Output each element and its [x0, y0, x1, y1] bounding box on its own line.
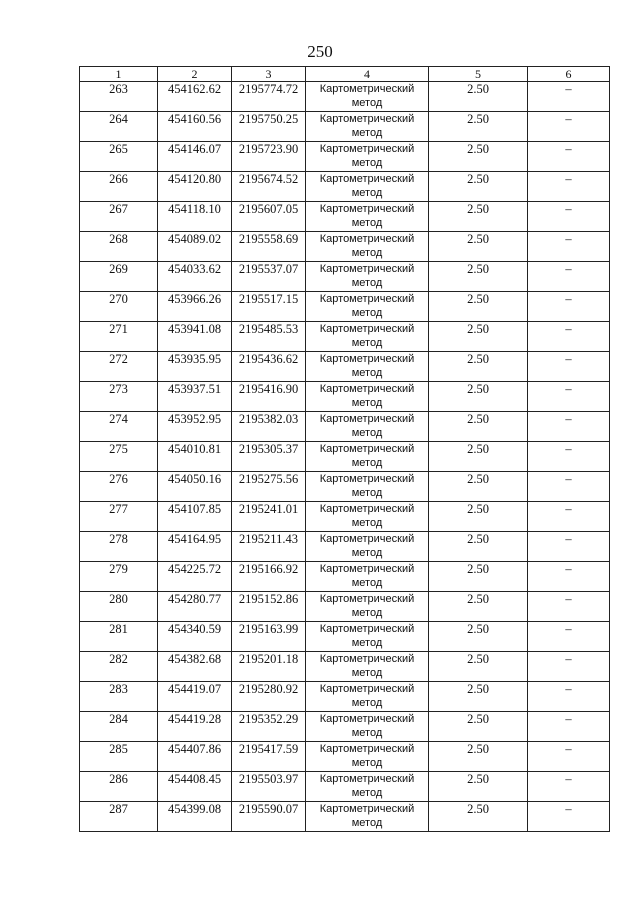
- y-coordinate-cell: 2195485.53: [232, 322, 306, 352]
- y-coordinate-cell: 2195352.29: [232, 712, 306, 742]
- column-header-5: 5: [429, 67, 528, 82]
- method-cell: [306, 562, 429, 592]
- table-row: [80, 382, 610, 412]
- accuracy-cell: 2.50: [429, 172, 528, 202]
- method-cell: [306, 322, 429, 352]
- point-number-cell: 265: [80, 142, 158, 172]
- table-row: [80, 352, 610, 382]
- method-cell: [306, 82, 429, 112]
- point-number-cell: 273: [80, 382, 158, 412]
- method-line-2: метод: [351, 127, 383, 139]
- note-cell: –: [528, 382, 610, 412]
- x-coordinate-cell: 454225.72: [158, 562, 232, 592]
- note-cell: –: [528, 232, 610, 262]
- note-cell: –: [528, 172, 610, 202]
- method-line-2: метод: [351, 337, 383, 349]
- x-coordinate-cell: 454419.07: [158, 682, 232, 712]
- accuracy-cell: 2.50: [429, 592, 528, 622]
- method-line-2: метод: [351, 427, 383, 439]
- table-header: [80, 67, 610, 82]
- x-coordinate-cell: 454050.16: [158, 472, 232, 502]
- column-header-2: 2: [158, 67, 232, 82]
- method-line-2: метод: [351, 787, 383, 799]
- method-line-2: метод: [351, 637, 383, 649]
- y-coordinate-cell: 2195537.07: [232, 262, 306, 292]
- y-coordinate-cell: 2195607.05: [232, 202, 306, 232]
- method-line-1: Картометрический: [319, 743, 415, 755]
- method-cell: [306, 682, 429, 712]
- table-row: [80, 772, 610, 802]
- table-row: [80, 142, 610, 172]
- method-line-1: Картометрический: [319, 383, 415, 395]
- method-line-2: метод: [351, 367, 383, 379]
- note-cell: –: [528, 562, 610, 592]
- y-coordinate-cell: 2195280.92: [232, 682, 306, 712]
- accuracy-cell: 2.50: [429, 502, 528, 532]
- point-number-cell: 263: [80, 82, 158, 112]
- accuracy-cell: 2.50: [429, 82, 528, 112]
- method-line-1: Картометрический: [319, 533, 415, 545]
- page-number: 250: [307, 42, 333, 61]
- y-coordinate-cell: 2195152.86: [232, 592, 306, 622]
- table-row: [80, 682, 610, 712]
- y-coordinate-cell: 2195163.99: [232, 622, 306, 652]
- point-number-cell: 282: [80, 652, 158, 682]
- accuracy-cell: 2.50: [429, 802, 528, 832]
- point-number-cell: 272: [80, 352, 158, 382]
- table-row: [80, 712, 610, 742]
- x-coordinate-cell: 454120.80: [158, 172, 232, 202]
- x-coordinate-cell: 454160.56: [158, 112, 232, 142]
- method-line-2: метод: [351, 457, 383, 469]
- method-cell: [306, 472, 429, 502]
- accuracy-cell: 2.50: [429, 202, 528, 232]
- point-number-cell: 264: [80, 112, 158, 142]
- method-line-1: Картометрический: [319, 413, 415, 425]
- y-coordinate-cell: 2195590.07: [232, 802, 306, 832]
- method-line-2: метод: [351, 277, 383, 289]
- note-cell: –: [528, 412, 610, 442]
- y-coordinate-cell: 2195558.69: [232, 232, 306, 262]
- table-row: [80, 622, 610, 652]
- y-coordinate-cell: 2195201.18: [232, 652, 306, 682]
- x-coordinate-cell: 454107.85: [158, 502, 232, 532]
- accuracy-cell: 2.50: [429, 262, 528, 292]
- method-cell: [306, 622, 429, 652]
- x-coordinate-cell: 453937.51: [158, 382, 232, 412]
- point-number-cell: 287: [80, 802, 158, 832]
- method-line-2: метод: [351, 577, 383, 589]
- column-header-6: 6: [528, 67, 610, 82]
- method-cell: [306, 262, 429, 292]
- method-line-2: метод: [351, 727, 383, 739]
- y-coordinate-cell: 2195166.92: [232, 562, 306, 592]
- table-row: [80, 412, 610, 442]
- y-coordinate-cell: 2195416.90: [232, 382, 306, 412]
- method-line-1: Картометрический: [319, 773, 415, 785]
- note-cell: –: [528, 202, 610, 232]
- method-cell: [306, 712, 429, 742]
- y-coordinate-cell: 2195517.15: [232, 292, 306, 322]
- x-coordinate-cell: 453941.08: [158, 322, 232, 352]
- method-line-1: Картометрический: [319, 593, 415, 605]
- x-coordinate-cell: 454408.45: [158, 772, 232, 802]
- point-number-cell: 276: [80, 472, 158, 502]
- method-line-1: Картометрический: [319, 563, 415, 575]
- method-line-1: Картометрический: [319, 203, 415, 215]
- accuracy-cell: 2.50: [429, 472, 528, 502]
- point-number-cell: 283: [80, 682, 158, 712]
- method-cell: [306, 802, 429, 832]
- point-number-cell: 280: [80, 592, 158, 622]
- accuracy-cell: 2.50: [429, 322, 528, 352]
- method-line-1: Картометрический: [319, 443, 415, 455]
- method-line-2: метод: [351, 487, 383, 499]
- note-cell: –: [528, 82, 610, 112]
- method-line-1: Картометрический: [319, 173, 415, 185]
- accuracy-cell: 2.50: [429, 562, 528, 592]
- method-line-2: метод: [351, 667, 383, 679]
- table-row: [80, 472, 610, 502]
- note-cell: –: [528, 772, 610, 802]
- method-line-1: Картометрический: [319, 713, 415, 725]
- note-cell: –: [528, 592, 610, 622]
- method-cell: [306, 382, 429, 412]
- point-number-cell: 274: [80, 412, 158, 442]
- x-coordinate-cell: 454118.10: [158, 202, 232, 232]
- method-line-1: Картометрический: [319, 683, 415, 695]
- note-cell: –: [528, 652, 610, 682]
- method-line-2: метод: [351, 817, 383, 829]
- method-cell: [306, 142, 429, 172]
- note-cell: –: [528, 502, 610, 532]
- note-cell: –: [528, 622, 610, 652]
- note-cell: –: [528, 442, 610, 472]
- y-coordinate-cell: 2195275.56: [232, 472, 306, 502]
- note-cell: –: [528, 682, 610, 712]
- coordinates-table: [79, 66, 610, 832]
- point-number-cell: 270: [80, 292, 158, 322]
- x-coordinate-cell: 454399.08: [158, 802, 232, 832]
- y-coordinate-cell: 2195417.59: [232, 742, 306, 772]
- accuracy-cell: 2.50: [429, 112, 528, 142]
- point-number-cell: 286: [80, 772, 158, 802]
- table-row: [80, 172, 610, 202]
- accuracy-cell: 2.50: [429, 742, 528, 772]
- method-line-1: Картометрический: [319, 473, 415, 485]
- table-row: [80, 802, 610, 832]
- method-cell: [306, 292, 429, 322]
- point-number-cell: 268: [80, 232, 158, 262]
- method-line-1: Картометрический: [319, 503, 415, 515]
- accuracy-cell: 2.50: [429, 412, 528, 442]
- table-row: [80, 292, 610, 322]
- point-number-cell: 269: [80, 262, 158, 292]
- accuracy-cell: 2.50: [429, 382, 528, 412]
- method-line-2: метод: [351, 157, 383, 169]
- table-row: [80, 592, 610, 622]
- table-row: [80, 562, 610, 592]
- y-coordinate-cell: 2195774.72: [232, 82, 306, 112]
- method-line-1: Картометрический: [319, 113, 415, 125]
- point-number-cell: 275: [80, 442, 158, 472]
- accuracy-cell: 2.50: [429, 712, 528, 742]
- method-line-1: Картометрический: [319, 233, 415, 245]
- note-cell: –: [528, 292, 610, 322]
- x-coordinate-cell: 453966.26: [158, 292, 232, 322]
- table-row: [80, 502, 610, 532]
- method-cell: [306, 352, 429, 382]
- column-header-1: 1: [80, 67, 158, 82]
- point-number-cell: 285: [80, 742, 158, 772]
- note-cell: –: [528, 712, 610, 742]
- table-row: [80, 202, 610, 232]
- method-cell: [306, 172, 429, 202]
- method-cell: [306, 532, 429, 562]
- y-coordinate-cell: 2195674.52: [232, 172, 306, 202]
- table-body: [80, 82, 610, 832]
- method-cell: [306, 772, 429, 802]
- method-line-2: метод: [351, 187, 383, 199]
- accuracy-cell: 2.50: [429, 142, 528, 172]
- note-cell: –: [528, 142, 610, 172]
- x-coordinate-cell: 454280.77: [158, 592, 232, 622]
- table-row: [80, 82, 610, 112]
- method-cell: [306, 112, 429, 142]
- x-coordinate-cell: 454407.86: [158, 742, 232, 772]
- x-coordinate-cell: 454146.07: [158, 142, 232, 172]
- y-coordinate-cell: 2195436.62: [232, 352, 306, 382]
- method-cell: [306, 442, 429, 472]
- method-cell: [306, 652, 429, 682]
- note-cell: –: [528, 262, 610, 292]
- method-cell: [306, 502, 429, 532]
- y-coordinate-cell: 2195750.25: [232, 112, 306, 142]
- method-line-1: Картометрический: [319, 623, 415, 635]
- point-number-cell: 284: [80, 712, 158, 742]
- y-coordinate-cell: 2195211.43: [232, 532, 306, 562]
- note-cell: –: [528, 322, 610, 352]
- y-coordinate-cell: 2195503.97: [232, 772, 306, 802]
- note-cell: –: [528, 472, 610, 502]
- method-line-2: метод: [351, 97, 383, 109]
- header-row: [80, 67, 610, 82]
- note-cell: –: [528, 352, 610, 382]
- method-cell: [306, 742, 429, 772]
- accuracy-cell: 2.50: [429, 532, 528, 562]
- table-row: [80, 322, 610, 352]
- accuracy-cell: 2.50: [429, 352, 528, 382]
- x-coordinate-cell: 454382.68: [158, 652, 232, 682]
- x-coordinate-cell: 454340.59: [158, 622, 232, 652]
- method-line-1: Картометрический: [319, 653, 415, 665]
- method-line-2: метод: [351, 757, 383, 769]
- column-header-3: 3: [232, 67, 306, 82]
- method-cell: [306, 592, 429, 622]
- y-coordinate-cell: 2195241.01: [232, 502, 306, 532]
- x-coordinate-cell: 454010.81: [158, 442, 232, 472]
- method-line-2: метод: [351, 397, 383, 409]
- table-row: [80, 232, 610, 262]
- method-cell: [306, 412, 429, 442]
- method-line-2: метод: [351, 217, 383, 229]
- method-line-1: Картометрический: [319, 143, 415, 155]
- method-line-2: метод: [351, 697, 383, 709]
- table-row: [80, 442, 610, 472]
- y-coordinate-cell: 2195382.03: [232, 412, 306, 442]
- y-coordinate-cell: 2195305.37: [232, 442, 306, 472]
- x-coordinate-cell: 454089.02: [158, 232, 232, 262]
- note-cell: –: [528, 802, 610, 832]
- method-cell: [306, 232, 429, 262]
- method-line-2: метод: [351, 547, 383, 559]
- table-row: [80, 262, 610, 292]
- x-coordinate-cell: 454162.62: [158, 82, 232, 112]
- accuracy-cell: 2.50: [429, 772, 528, 802]
- method-cell: [306, 202, 429, 232]
- table-row: [80, 112, 610, 142]
- method-line-1: Картометрический: [319, 323, 415, 335]
- point-number-cell: 281: [80, 622, 158, 652]
- accuracy-cell: 2.50: [429, 292, 528, 322]
- table-row: [80, 532, 610, 562]
- accuracy-cell: 2.50: [429, 232, 528, 262]
- table-row: [80, 742, 610, 772]
- x-coordinate-cell: 454419.28: [158, 712, 232, 742]
- point-number-cell: 277: [80, 502, 158, 532]
- y-coordinate-cell: 2195723.90: [232, 142, 306, 172]
- method-line-1: Картометрический: [319, 803, 415, 815]
- point-number-cell: 267: [80, 202, 158, 232]
- method-line-1: Картометрический: [319, 293, 415, 305]
- accuracy-cell: 2.50: [429, 652, 528, 682]
- x-coordinate-cell: 454033.62: [158, 262, 232, 292]
- accuracy-cell: 2.50: [429, 682, 528, 712]
- note-cell: –: [528, 112, 610, 142]
- method-line-2: метод: [351, 307, 383, 319]
- point-number-cell: 271: [80, 322, 158, 352]
- note-cell: –: [528, 532, 610, 562]
- x-coordinate-cell: 454164.95: [158, 532, 232, 562]
- method-line-1: Картометрический: [319, 263, 415, 275]
- method-line-1: Картометрический: [319, 83, 415, 95]
- point-number-cell: 266: [80, 172, 158, 202]
- accuracy-cell: 2.50: [429, 442, 528, 472]
- column-header-4: 4: [306, 67, 429, 82]
- point-number-cell: 278: [80, 532, 158, 562]
- method-line-2: метод: [351, 247, 383, 259]
- table-row: [80, 652, 610, 682]
- method-line-2: метод: [351, 607, 383, 619]
- accuracy-cell: 2.50: [429, 622, 528, 652]
- note-cell: –: [528, 742, 610, 772]
- method-line-1: Картометрический: [319, 353, 415, 365]
- method-line-2: метод: [351, 517, 383, 529]
- x-coordinate-cell: 453935.95: [158, 352, 232, 382]
- x-coordinate-cell: 453952.95: [158, 412, 232, 442]
- point-number-cell: 279: [80, 562, 158, 592]
